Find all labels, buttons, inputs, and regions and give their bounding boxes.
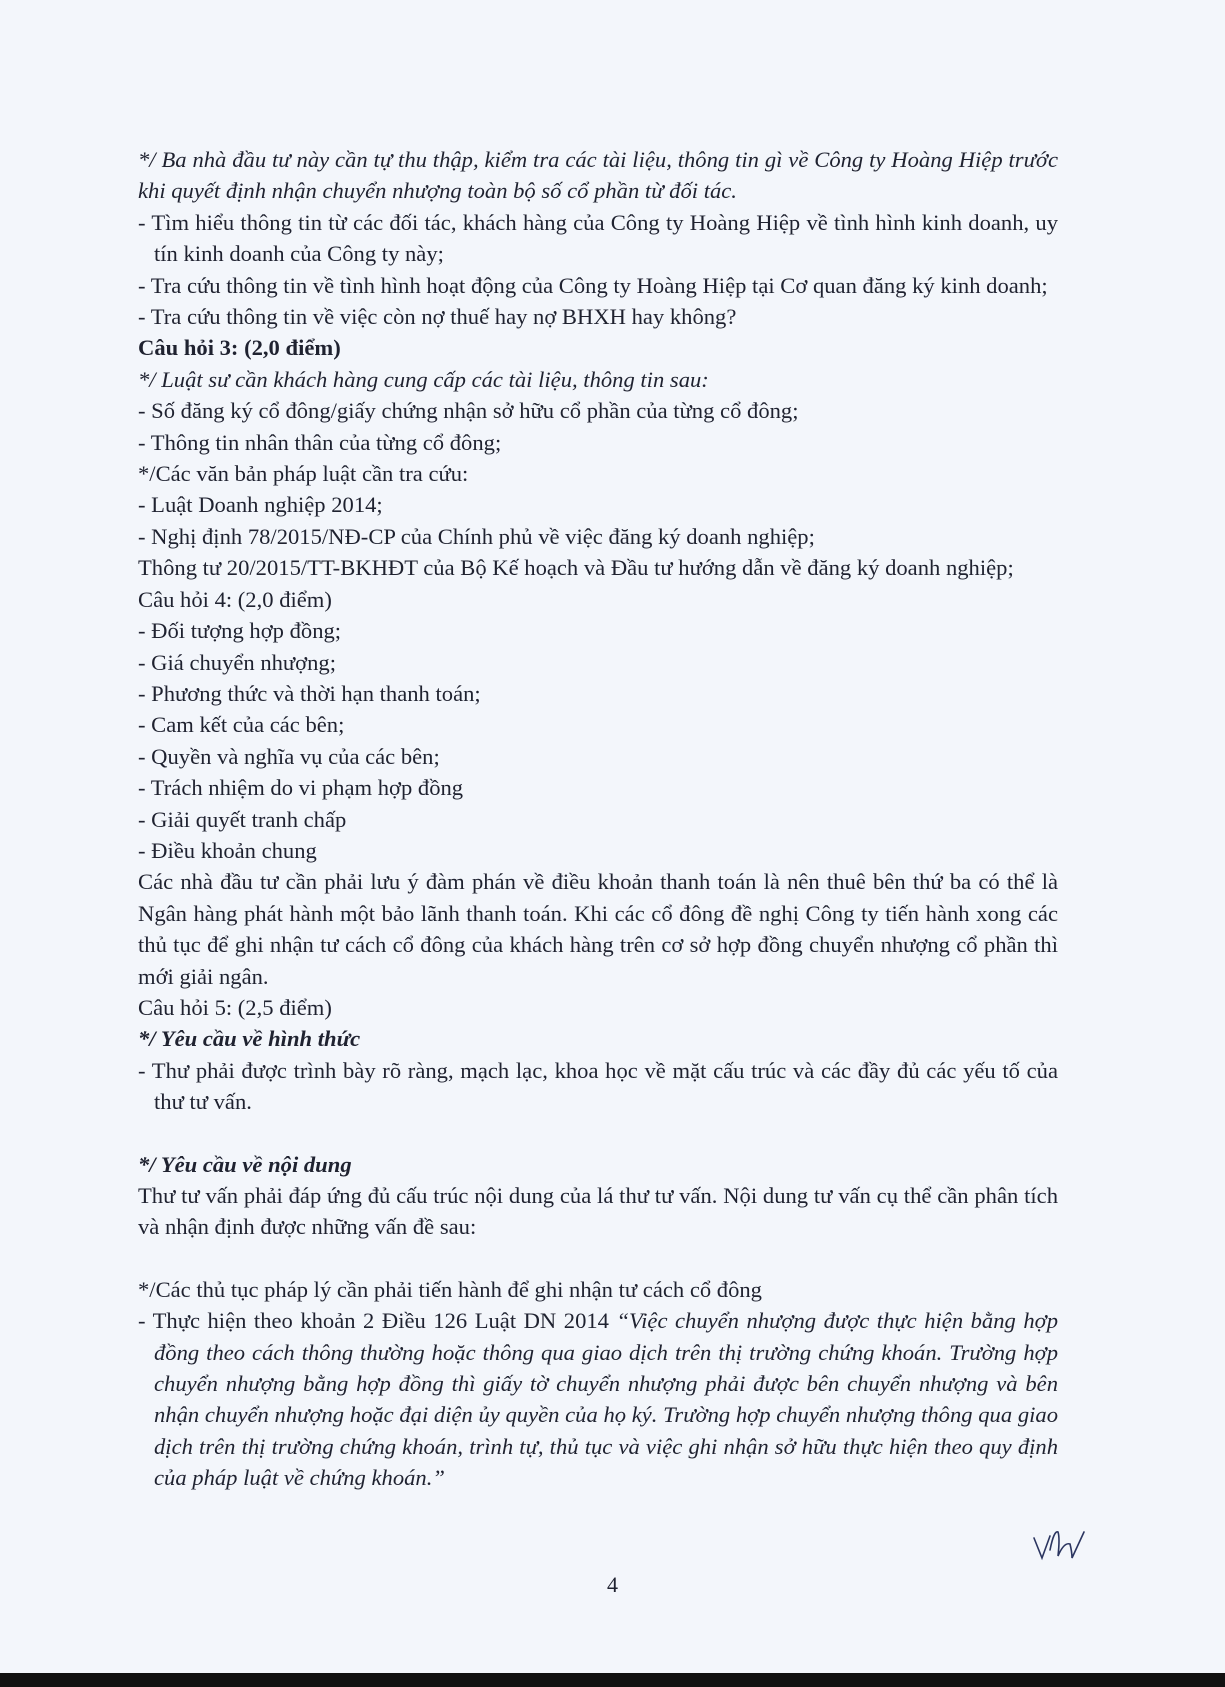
list-item: - Quyền và nghĩa vụ của các bên; bbox=[138, 743, 440, 769]
paragraph: Thông tư 20/2015/TT-BKHĐT của Bộ Kế hoạch và Đầu tư hướng dẫn về đăng ký doanh nghiệp; bbox=[138, 555, 1014, 581]
list-item: - Giá chuyển nhượng; bbox=[138, 649, 336, 675]
list-item: - Thông tin nhân thân của từng cổ đông; bbox=[138, 429, 502, 455]
list-item: - Cam kết của các bên; bbox=[138, 712, 345, 738]
list-item: - Tra cứu thông tin về việc còn nợ thuế hay nợ BHXH hay không? bbox=[138, 304, 737, 330]
list-item: - Điều khoản chung bbox=[138, 837, 317, 863]
law-quote: “Việc chuyển nhượng được thực hiện bằng hợp đồng theo cách thông thường hoặc thông qua giao dịch trên thị trường chứng khoán. Trường hợp chuyển nhượng bằng hợp đồng thì giấy tờ chuyển nhượng phải được bên chuyển nhượng và bên nhận chuyển nhượng hoặc đại diện ủy quyền của họ ký. Trường hợp chuyển nhượng thông qua giao dịch trên thị trường chứng khoán, trình tự, thủ tục và việc ghi nhận sở hữu thực hiện theo quy định của pháp luật về chứng khoán.” bbox=[154, 1308, 1058, 1491]
scan-edge bbox=[0, 1673, 1225, 1687]
signature-mark bbox=[1028, 1520, 1098, 1570]
spacer bbox=[138, 1118, 1058, 1149]
list-item: - Tra cứu thông tin về tình hình hoạt động của Công ty Hoàng Hiệp tại Cơ quan đăng ký kinh doanh; bbox=[138, 272, 1048, 298]
question-4-heading: Câu hỏi 4: (2,0 điểm) bbox=[138, 586, 332, 612]
investor-info-question: */ Ba nhà đầu tư này cần tự thu thập, kiểm tra các tài liệu, thông tin gì về Công ty Hoàng Hiệp trước khi quyết định nhận chuyển nhượng toàn bộ số cổ phần từ đối tác. bbox=[138, 147, 1058, 204]
section-label: */ Yêu cầu về hình thức bbox=[138, 1026, 361, 1052]
paragraph: Các nhà đầu tư cần phải lưu ý đàm phán về điều khoản thanh toán là nên thuê bên thứ ba có thể là Ngân hàng phát hành một bảo lãnh thanh toán. Khi các cổ đông đề nghị Công ty tiến hành xong các thủ tục để ghi nhận tư cách cổ đông của khách hàng trên cơ sở hợp đồng chuyển nhượng cổ phần thì mới giải ngân. bbox=[138, 869, 1058, 989]
section-label: */Các thủ tục pháp lý cần phải tiến hành để ghi nhận tư cách cổ đông bbox=[138, 1276, 762, 1302]
question-3-heading: Câu hỏi 3: (2,0 điểm) bbox=[138, 335, 341, 361]
section-label: */ Yêu cầu về nội dung bbox=[138, 1151, 352, 1177]
article-reference: - Thực hiện theo khoản 2 Điều 126 Luật DN 2014 bbox=[138, 1308, 617, 1334]
paragraph: Thư tư vấn phải đáp ứng đủ cấu trúc nội dung của lá thư tư vấn. Nội dung tư vấn cụ thể cần phân tích và nhận định được những vấn đề sau: bbox=[138, 1183, 1058, 1240]
list-item bbox=[138, 1305, 1058, 1493]
spacer bbox=[138, 1243, 1058, 1274]
page-number: 4 bbox=[607, 1572, 618, 1597]
list-item: - Đối tượng hợp đồng; bbox=[138, 618, 342, 644]
section-label: */Các văn bản pháp luật cần tra cứu: bbox=[138, 461, 469, 487]
list-item: - Nghị định 78/2015/NĐ-CP của Chính phủ về việc đăng ký doanh nghiệp; bbox=[138, 523, 815, 549]
list-item: - Số đăng ký cổ đông/giấy chứng nhận sở hữu cổ phần của từng cổ đông; bbox=[138, 398, 799, 424]
question-5-heading: Câu hỏi 5: (2,5 điểm) bbox=[138, 994, 332, 1020]
list-item: - Trách nhiệm do vi phạm hợp đồng bbox=[138, 775, 464, 801]
page-content bbox=[138, 144, 1058, 1494]
list-item: - Phương thức và thời hạn thanh toán; bbox=[138, 680, 481, 706]
list-item: - Giải quyết tranh chấp bbox=[138, 806, 347, 832]
list-item: - Thư phải được trình bày rõ ràng, mạch lạc, khoa học về mặt cấu trúc và các đầy đủ các yếu tố của thư tư vấn. bbox=[138, 1057, 1058, 1115]
list-item: - Luật Doanh nghiệp 2014; bbox=[138, 492, 383, 518]
section-label: */ Luật sư cần khách hàng cung cấp các tài liệu, thông tin sau: bbox=[138, 366, 709, 392]
list-item: - Tìm hiểu thông tin từ các đối tác, khách hàng của Công ty Hoàng Hiệp về tình hình kinh doanh, uy tín kinh doanh của Công ty này; bbox=[138, 209, 1058, 267]
